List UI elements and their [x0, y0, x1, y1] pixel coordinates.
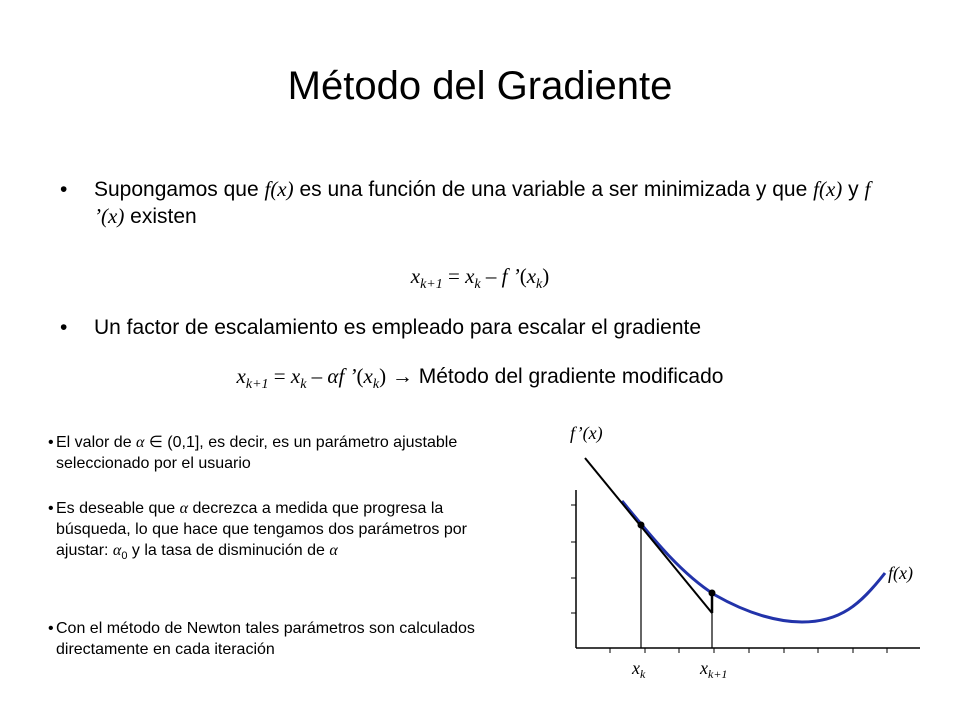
slide-title: Método del Gradiente	[287, 64, 673, 108]
equation-2: $x_{k+1} = x_k - \alpha f$ $’(x_k)$ → Método del gradiente modificado	[236, 364, 724, 393]
bullet-marker: •	[60, 316, 68, 339]
label-fx: f(x)	[888, 563, 913, 583]
bullet-2	[60, 314, 880, 341]
note-1: • El valor de α ∈ (0,1], es decir, es un parámetro ajustable seleccionado por el usuario	[48, 434, 458, 472]
tangent-line	[585, 458, 712, 613]
gradient-diagram	[540, 415, 940, 700]
label-fprime: f’(x)	[570, 423, 603, 443]
note-3: • Con el método de Newton tales parámetros son calculados directamente en cada iteración	[48, 620, 475, 658]
point-xk	[638, 522, 645, 529]
bullet-1-text: Supongamos que f(x) es una función de una variable a ser minimizada y que f(x) y f ’(x) existen	[94, 177, 871, 228]
label-xk1: $x_{k+1}$	[700, 658, 728, 681]
note-2: • Es deseable que α decrezca a medida que progresa la búsqueda, lo que hace que tengamos dos parámetros por ajustar: $\alpha_0$ y la tasa de disminución de α	[48, 500, 467, 563]
equation-1: $x_{k+1} = x_k - f$ $’(x_k)$	[410, 264, 550, 293]
fx-curve	[622, 501, 885, 622]
bullet-marker: •	[60, 178, 68, 201]
bullet-1	[60, 176, 880, 230]
bullet-2-text: Un factor de escalamiento es empleado para escalar el gradiente	[94, 316, 702, 339]
arrow-icon: →	[391, 365, 413, 388]
label-xk: $x_k$	[632, 658, 646, 681]
point-xk1	[709, 590, 716, 597]
